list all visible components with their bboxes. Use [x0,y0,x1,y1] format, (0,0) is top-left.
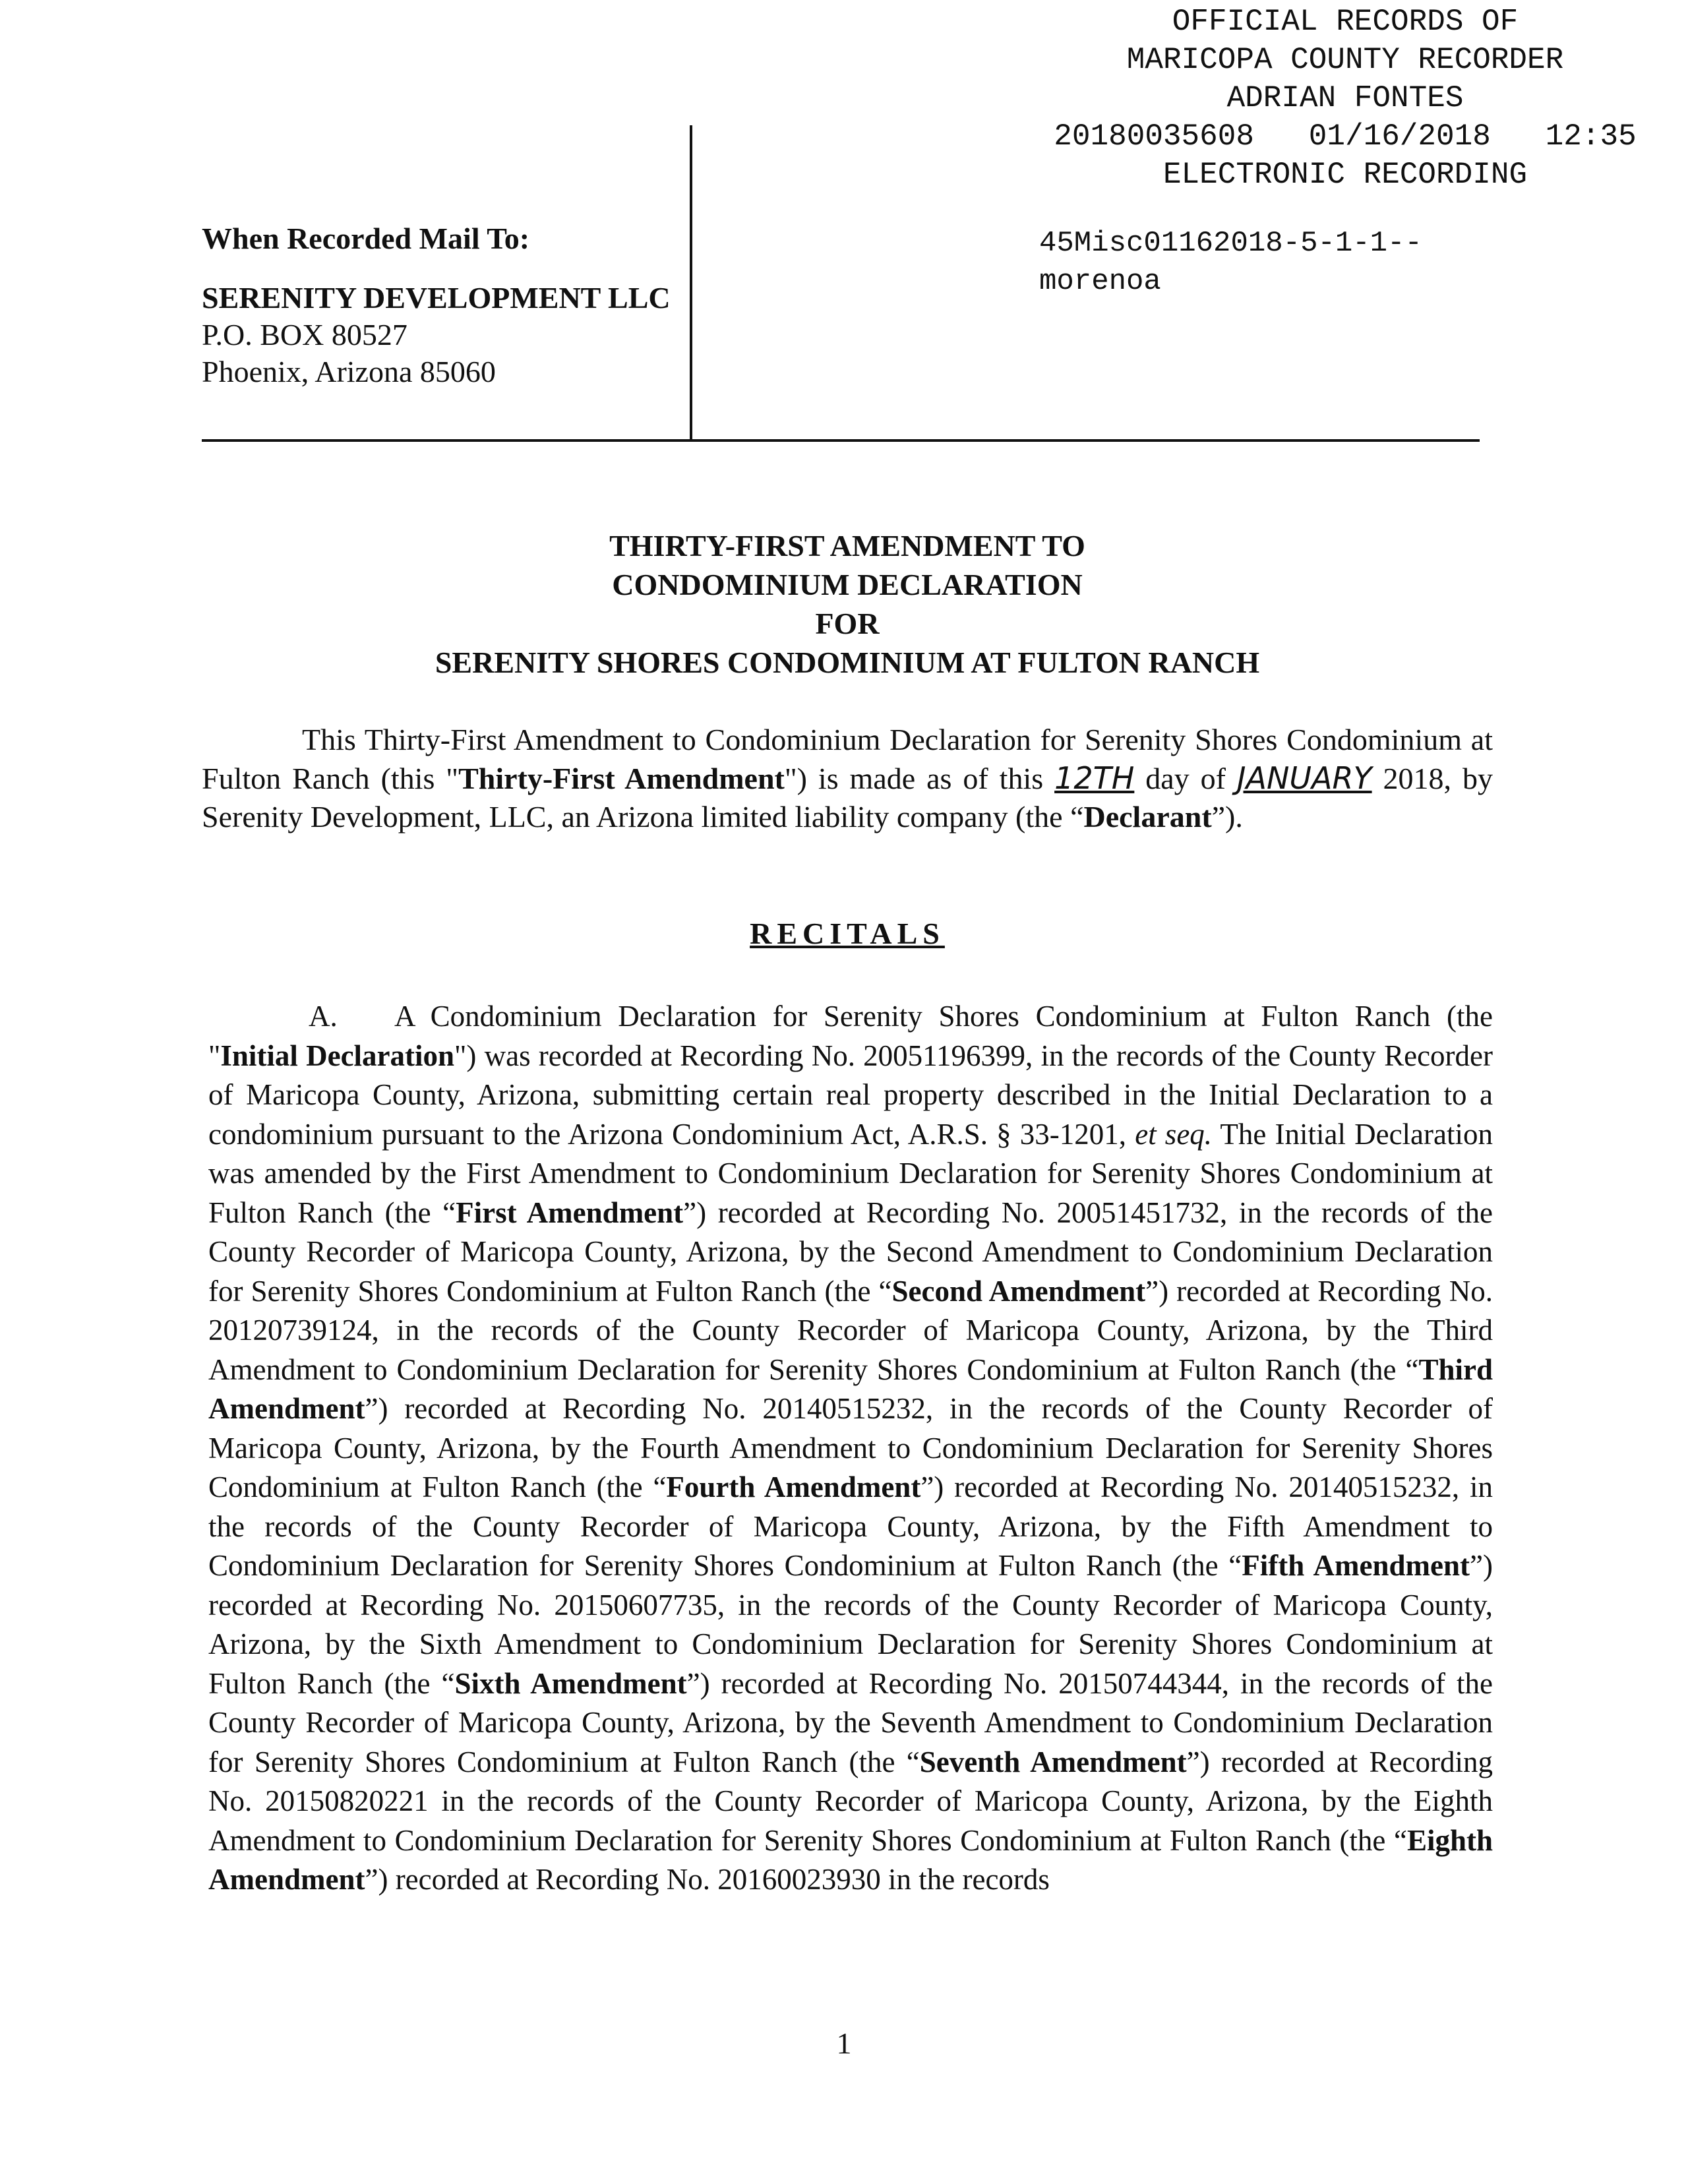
mail-to-address-line-2: Phoenix, Arizona 85060 [202,355,496,388]
mail-to-heading: When Recorded Mail To: [202,222,530,255]
stamp-line-official-records: OFFICIAL RECORDS OF [1172,5,1519,39]
stamp-line-county-recorder: MARICOPA COUNTY RECORDER [1126,43,1564,77]
record-date: 01/16/2018 [1308,119,1491,154]
intro-paragraph [202,721,1493,836]
title-line-2: CONDOMINIUM DECLARATION [612,568,1083,601]
document-code [1039,224,1422,301]
mail-to-name: SERENITY DEVELOPMENT LLC [202,281,671,315]
defined-term-fourth-amendment: Fourth Amendment [666,1471,921,1503]
page-number: 1 [836,2026,852,2060]
vertical-divider [690,125,692,439]
mail-to-block [202,220,671,390]
defined-term-second-amendment: Second Amendment [891,1274,1146,1308]
recital-a [208,997,1493,1900]
defined-term-seventh-amendment: Seventh Amendment [919,1745,1187,1778]
recital-marker: A. [309,1000,338,1033]
horizontal-divider [202,439,1480,442]
handwritten-day: 12TH [1054,760,1135,796]
record-time: 12:35 [1545,119,1637,154]
defined-term-thirty-first-amendment: Thirty-First Amendment [458,762,785,795]
title-line-4: SERENITY SHORES CONDOMINIUM AT FULTON RANCH [435,646,1260,679]
mail-to-address-line-1: P.O. BOX 80527 [202,318,407,351]
recitals-heading: RECITALS [750,917,945,950]
title-line-3: FOR [815,607,880,640]
defined-term-eighth-amendment: Eighth Amendment [208,1823,1493,1896]
defined-term-declarant: Declarant [1083,800,1212,834]
handwritten-month: JANUARY [1236,760,1372,796]
defined-term-third-amendment: Third Amendment [208,1352,1493,1425]
defined-term-first-amendment: First Amendment [456,1196,684,1229]
document-title [202,526,1493,682]
title-line-1: THIRTY-FIRST AMENDMENT TO [609,529,1085,562]
defined-term-initial-declaration: Initial Declaration [220,1039,455,1072]
stamp-line-electronic-recording: ELECTRONIC RECORDING [1162,158,1528,192]
document-code-line-1: 45Misc01162018-5-1-1-- [1039,227,1422,260]
defined-term-sixth-amendment: Sixth Amendment [454,1666,687,1700]
record-number: 20180035608 [1054,119,1254,154]
recorder-stamp [1029,3,1662,194]
intro-text: This Thirty-First Amendment to Condominium Declaration for Serenity Shores Condominium at Fulton Ranch (this "Thirty-First Amendment") is made as of this 12TH day of JANUARY 2018, by Serenity Development, LLC, an Arizona limited liability company (the “Declarant”). [202,723,1493,834]
recital-a-text: A. A Condominium Declaration for Serenity Shores Condominium at Fulton Ranch (the "Initial Declaration") was recorded at Recording No. 20051196399, in the records of the County Recorder of Maricopa County, Arizona, submitting certain real property described in the Initial Declaration to a condominium pursuant to the Arizona Condominium Act, A.R.S. § 33-1201, et seq. The Initial Declaration was amended by the First Amendment to Condominium Declaration for Serenity Shores Condominium at Fulton Ranch (the “First Amendment”) recorded at Recording No. 20051451732, in the records of the County Recorder of Maricopa County, Arizona, by the Second Amendment to Condominium Declaration for Serenity Shores Condominium at Fulton Ranch (the “Second Amendment”) recorded at Recording No. 20120739124, in the records of the County Recorder of Maricopa County, Arizona, by the Third Amendment to Condominium Declaration for Serenity Shores Condominium at Fulton Ranch (the “Third Amendment”) recorded at Recording No. 20140515232, in the records of the County Recorder of Maricopa County, Arizona, by the Fourth Amendment to Condominium Declaration for Serenity Shores Condominium at Fulton Ranch (the “Fourth Amendment”) recorded at Recording No. 20140515232, in the records of the County Recorder of Maricopa County, Arizona, by the Fifth Amendment to Condominium Declaration for Serenity Shores Condominium at Fulton Ranch (the “Fifth Amendment”) recorded at Recording No. 20150607735, in the records of the County Recorder of Maricopa County, Arizona, by the Sixth Amendment to Condominium Declaration for Serenity Shores Condominium at Fulton Ranch (the “Sixth Amendment”) recorded at Recording No. 20150744344, in the records of the County Recorder of Maricopa County, Arizona, by the Seventh Amendment to Condominium Declaration for Serenity Shores Condominium at Fulton Ranch (the “Seventh Amendment”) recorded at Recording No. 20150820221 in the records of the County Recorder of Maricopa County, Arizona, by the Eighth Amendment to Condominium Declaration for Serenity Shores Condominium at Fulton Ranch (the “Eighth Amendment”) recorded at Recording No. 20160023930 in the records [208,997,1493,1900]
defined-term-fifth-amendment: Fifth Amendment [1242,1549,1470,1582]
stamp-line-record-info [1029,117,1662,156]
document-code-line-2: morenoa [1039,265,1161,298]
stamp-line-recorder-name: ADRIAN FONTES [1226,81,1464,115]
